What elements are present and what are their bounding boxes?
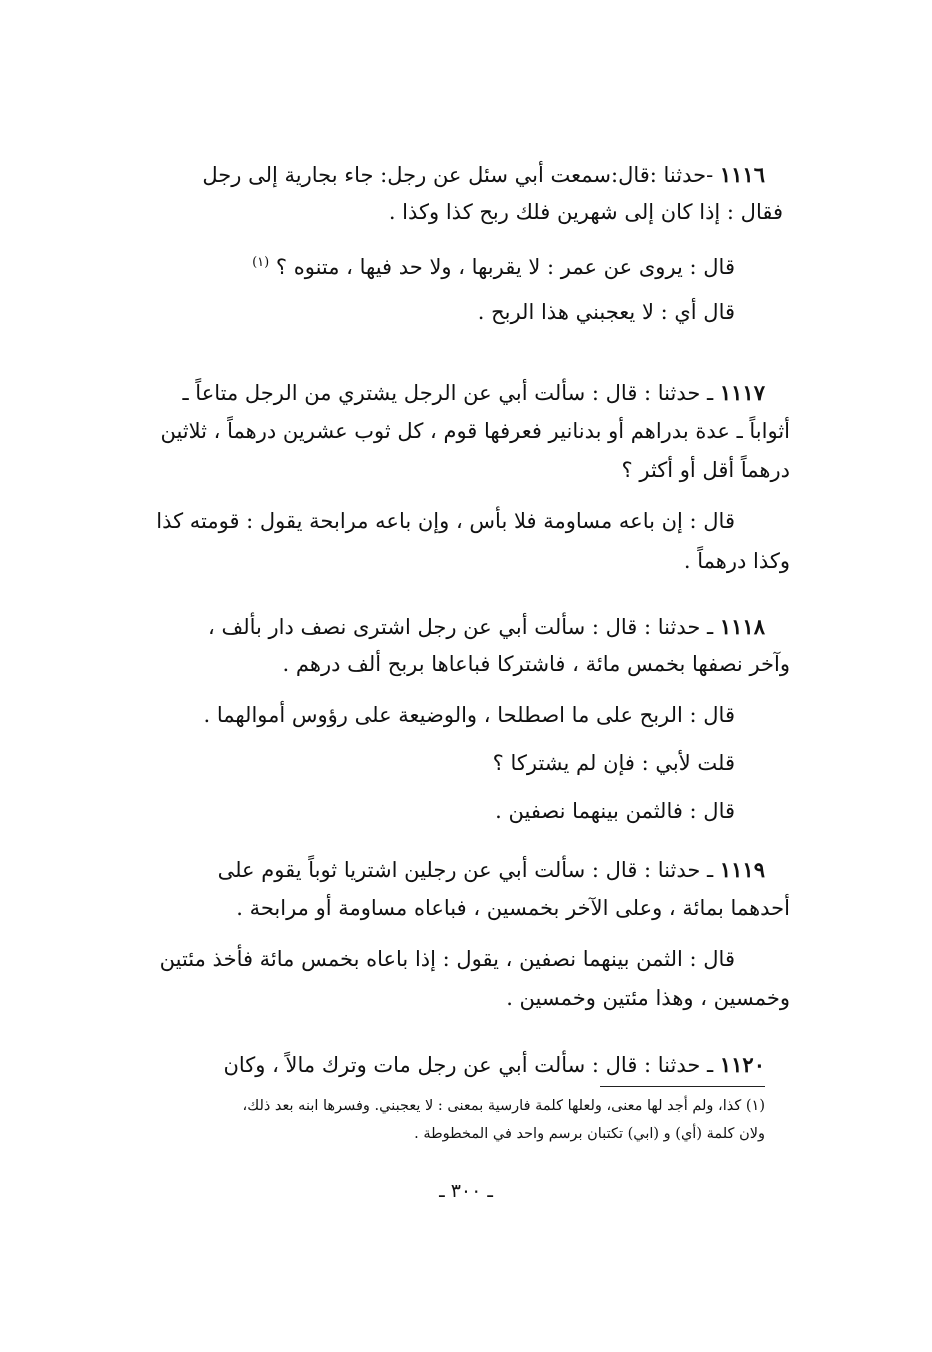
entry-text: ـ حدثنا : قال : سألت أبي عن رجل مات وترك مالاً ، وكان — [223, 1053, 720, 1077]
entry-text: ـ حدثنا : قال : سألت أبي عن رجلين اشتريا ثوباً يقوم على — [217, 858, 720, 882]
entry-line: درهماً أقل أو أكثر ؟ — [621, 458, 790, 482]
entry-line: وآخر نصفها بخمس مائة ، فاشتركا فباعاها بربح ألف درهم . — [282, 652, 790, 676]
entry-line — [223, 1050, 765, 1080]
entry-text: -حدثنا :قال:سمعت أبي سئل عن رجل: جاء بجارية إلى رجل — [202, 163, 720, 187]
entry-line: وكذا درهماً . — [683, 549, 790, 573]
entry-number: ١١١٩ — [719, 857, 765, 882]
footnote-line: (١) كذا، ولم أجد لها معنى، ولعلها كلمة فارسية بمعنى : لا يعجبني. وفسرها ابنه بعد ذلك، — [242, 1098, 765, 1114]
entry-line — [208, 612, 765, 642]
entry-number: ١١١٧ — [719, 380, 765, 405]
footnote-marker: (١) — [252, 255, 270, 270]
entry-text: ـ حدثنا : قال : سألت أبي عن رجل اشترى نصف دار بألف ، — [208, 615, 720, 639]
entry-line: قال : فالثمن بينهما نصفين . — [495, 799, 735, 823]
entry-line: أثواباً ـ عدة بدراهم أو بدنانير فعرفها قوم ، كل ثوب عشرين درهماً ، ثلاثين — [160, 419, 790, 443]
entry-line: قال أي : لا يعجبني هذا الربح . — [477, 300, 735, 324]
entry-number: ١١١٦ — [719, 162, 765, 187]
entry-line: فقال : إذا كان إلى شهرين فلك ربح كذا وكذا . — [388, 200, 783, 224]
entry-line: قال : الربح على ما اصطلحا ، والوضيعة على رؤوس أموالهما . — [203, 703, 735, 727]
entry-line: قال : إن باعه مساومة فلا بأس ، وإن باعه مرابحة يقول : قومته كذا — [156, 509, 735, 533]
entry-line — [202, 160, 765, 190]
page-number: ـ ٣٠٠ ـ — [439, 1180, 493, 1202]
entry-line: قلت لأبي : فإن لم يشتركا ؟ — [492, 751, 735, 775]
entry-line: وخمسين ، وهذا مئتين وخمسين . — [506, 986, 790, 1010]
entry-line — [182, 378, 765, 408]
entry-text: ـ حدثنا : قال : سألت أبي عن الرجل يشتري من الرجل متاعاً ـ — [182, 381, 720, 405]
entry-line: قال : الثمن بينهما نصفين ، يقول : إذا باعاه بخمس مائة فأخذ مئتين — [159, 947, 735, 971]
entry-text: قال : يروى عن عمر : لا يقربها ، ولا حد فيها ، متنوه ؟ — [275, 255, 735, 279]
footnote-line: ولان كلمة (أي) و (ابي) تكتبان برسم واحد في المخطوطة . — [414, 1126, 765, 1142]
entry-number: ١١١٨ — [719, 614, 765, 639]
entry-line — [218, 855, 765, 885]
entry-line: أحدهما بمائة ، وعلى الآخر بخمسين ، فباعاه مساومة أو مرابحة . — [236, 896, 790, 920]
entry-number: ١١٢٠ — [719, 1052, 765, 1077]
footnote-divider — [600, 1086, 765, 1087]
entry-line — [252, 248, 735, 282]
